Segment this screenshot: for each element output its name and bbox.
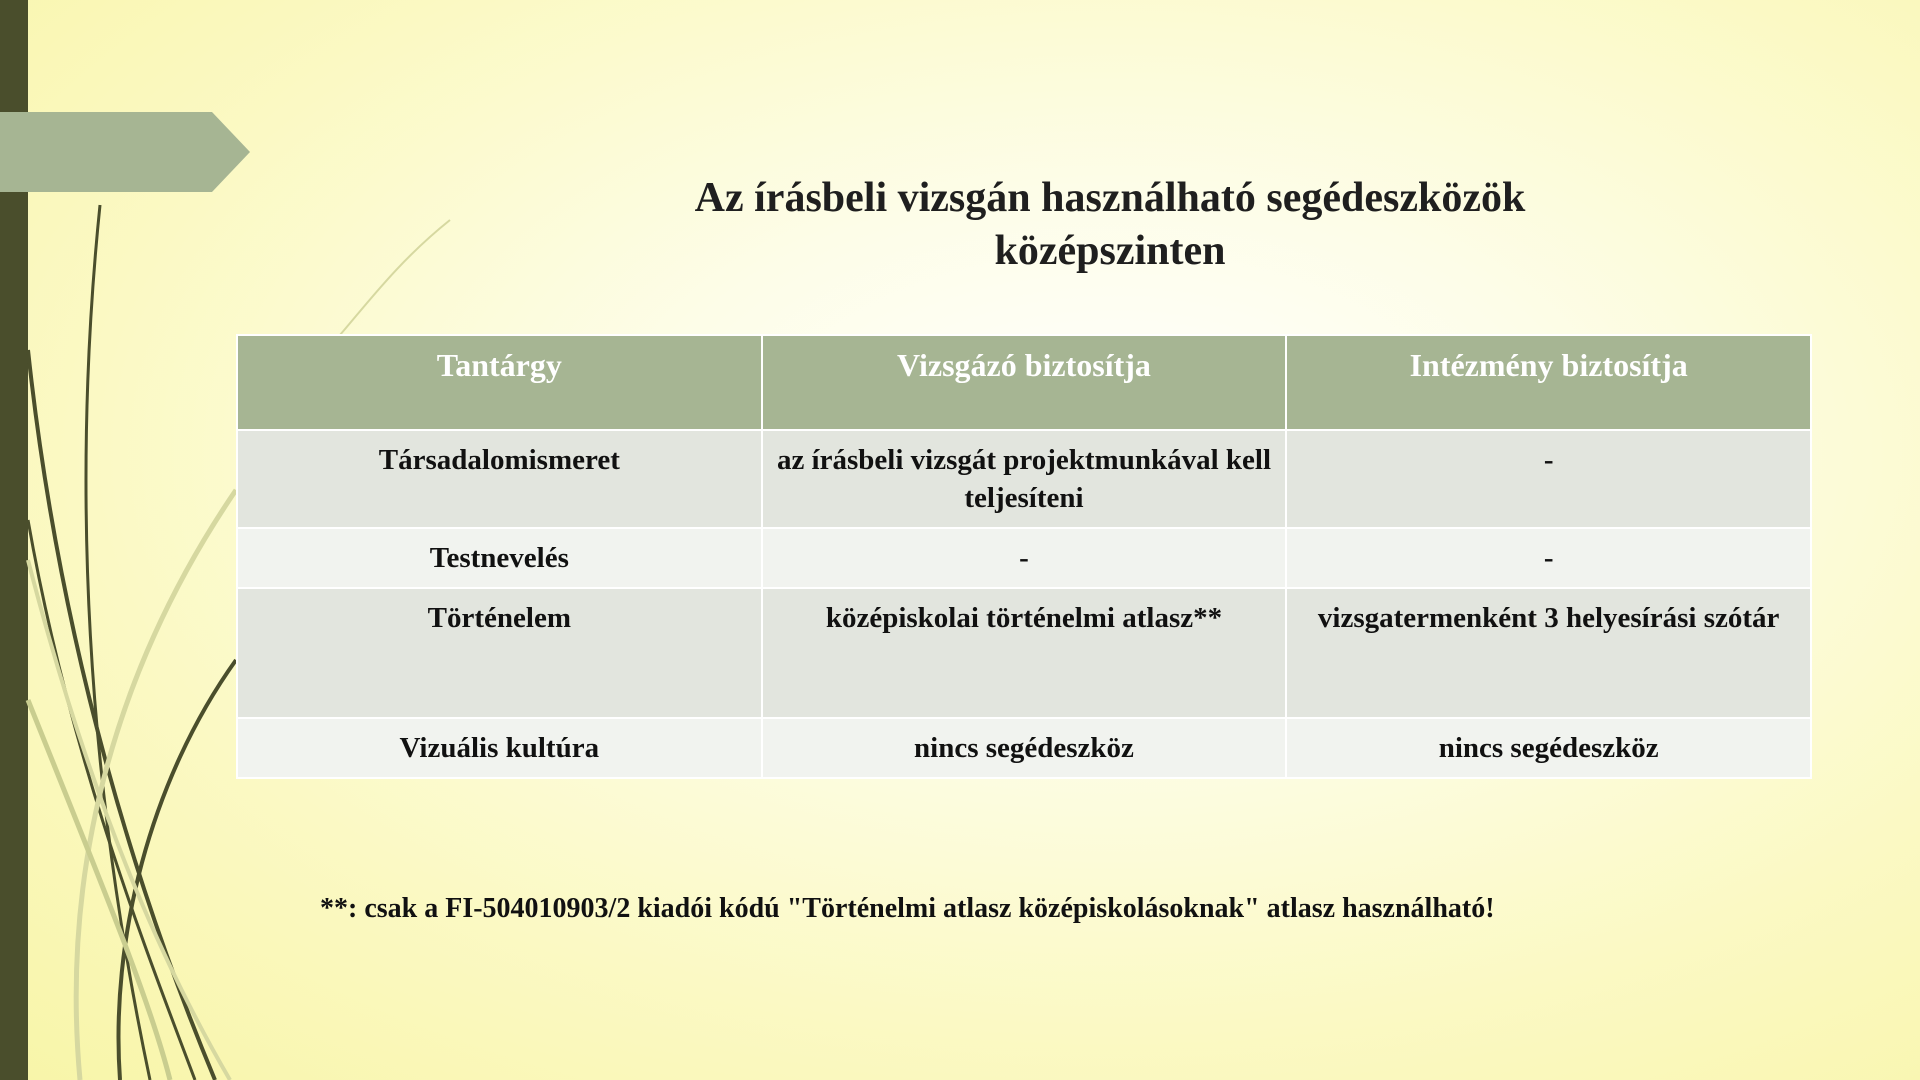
title-line-2: középszinten [994,228,1226,274]
cell-institution: nincs segédeszköz [1286,718,1811,778]
cell-subject: Testnevelés [237,528,762,588]
cell-subject: Vizuális kultúra [237,718,762,778]
cell-subject: Társadalomismeret [237,430,762,528]
cell-institution: - [1286,528,1811,588]
cell-institution: - [1286,430,1811,528]
cell-subject: Történelem [237,588,762,718]
exam-aids-table [236,334,1812,779]
footnote: **: csak a FI-504010903/2 kiadói kódú "Történelmi atlasz középiskolásoknak" atlasz használható! [320,893,1495,924]
table-header-row [237,335,1811,430]
table-row [237,430,1811,528]
title-line-1: Az írásbeli vizsgán használható segédeszközök [694,175,1526,221]
accent-tab [0,112,250,192]
cell-institution: vizsgatermenként 3 helyesírási szótár [1286,588,1811,718]
slide-title [600,172,1620,278]
table-row [237,588,1811,718]
table-row [237,718,1811,778]
header-examinee-provides: Vizsgázó biztosítja [762,335,1287,430]
cell-examinee: - [762,528,1287,588]
header-institution-provides: Intézmény biztosítja [1286,335,1811,430]
cell-examinee: az írásbeli vizsgát projektmunkával kell teljesíteni [762,430,1287,528]
table-row [237,528,1811,588]
cell-examinee: középiskolai történelmi atlasz** [762,588,1287,718]
cell-examinee: nincs segédeszköz [762,718,1287,778]
header-subject: Tantárgy [237,335,762,430]
